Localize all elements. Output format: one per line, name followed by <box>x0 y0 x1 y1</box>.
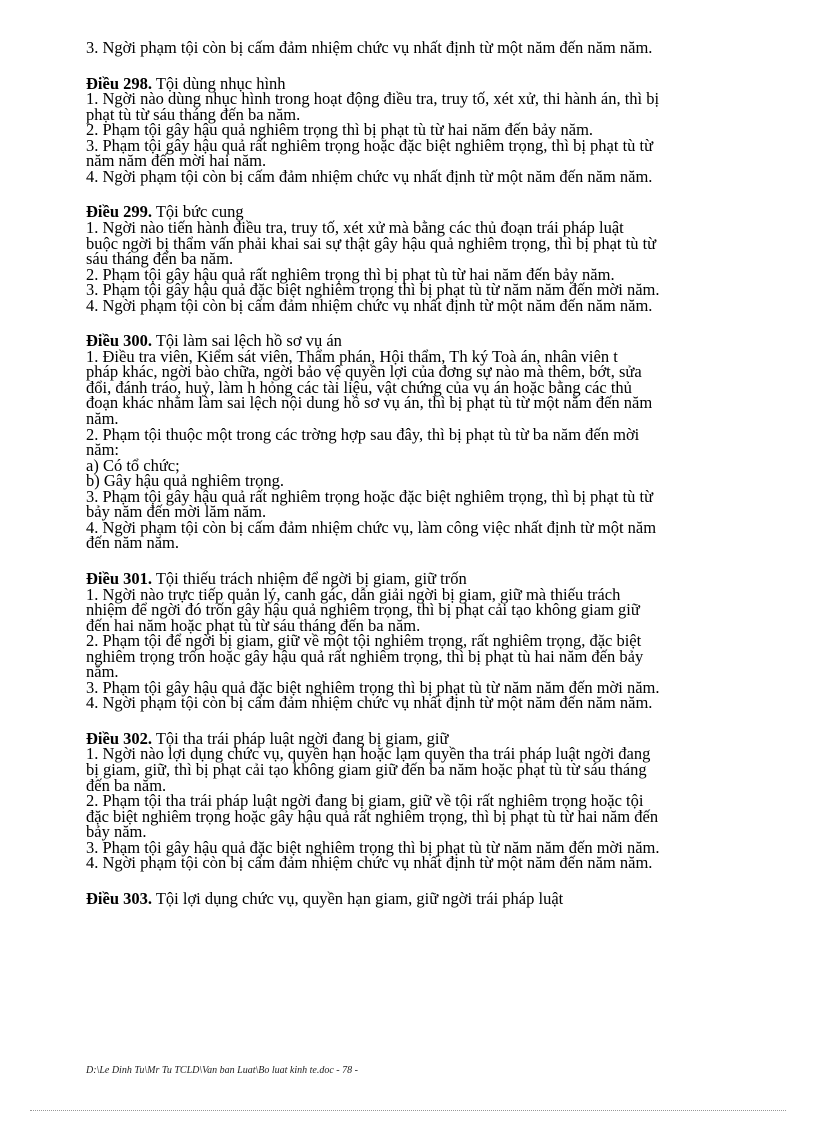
text-line: 1. Điều tra viên, Kiểm sát viên, Thẩm phán, Hội thẩm, Th ký Toà án, nhân viên t <box>86 346 618 366</box>
text-line: năm năm đến mời hai năm. <box>86 151 267 171</box>
article-number: Điều 303. <box>86 888 152 908</box>
text-line: 2. Phạm tội thuộc một trong các trờng hợp sau đây, thì bị phạt tù từ ba năm đến mời <box>86 424 640 444</box>
text-line: 1. Ngời nào lợi dụng chức vụ, quyền hạn hoặc lạm quyền tha trái pháp luật ngời đang <box>86 744 651 764</box>
text-line: a) Có tổ chức; <box>86 455 180 475</box>
text-line: đoạn khác nhằm làm sai lệch nội dung hồ sơ vụ án, thì bị phạt tù từ một năm đến năm <box>86 393 653 413</box>
text-line: đổi, đánh tráo, huỷ, làm h hỏng các tài liệu, vật chứng của vụ án hoặc bằng các thủ <box>86 377 632 397</box>
text-line: bảy năm đến mời lăm năm. <box>86 502 267 522</box>
text-line: đến hai năm hoặc phạt tù từ sáu tháng đến ba năm. <box>86 615 421 635</box>
article-number: Điều 300. <box>86 331 152 351</box>
text-line: nhiệm để ngời đó trốn gây hậu quả nghiêm trọng, thì bị phạt cải tạo không giam giữ <box>86 600 640 620</box>
text-line: 3. Phạm tội gây hậu quả rất nghiêm trọng hoặc đặc biệt nghiêm trọng, thì bị phạt tù từ <box>86 486 654 506</box>
article-title: Tội làm sai lệch hồ sơ vụ án <box>152 331 342 351</box>
text-line: 4. Ngời phạm tội còn bị cấm đảm nhiệm chức vụ nhất định từ một năm đến năm năm. <box>86 853 653 873</box>
text-line: b) Gây hậu quả nghiêm trọng. <box>86 471 284 491</box>
article-number: Điều 298. <box>86 73 152 93</box>
text-line: 3. Ngời phạm tội còn bị cấm đảm nhiệm chức vụ nhất định từ một năm đến năm năm. <box>86 38 653 57</box>
page-bottom-rule <box>30 1110 786 1111</box>
text-line: 2. Phạm tội gây hậu quả rất nghiêm trọng thì bị phạt tù từ hai năm đến bảy năm. <box>86 264 615 284</box>
text-line: 1. Ngời nào tiến hành điều tra, truy tố, xét xử mà bằng các thủ đoạn trái pháp luật <box>86 217 624 237</box>
article-number: Điều 301. <box>86 568 152 588</box>
page-footer: D:\Le Dinh Tu\Mr Tu TCLD\Van ban Luat\Bo luat kinh te.doc - 78 - <box>86 1065 358 1076</box>
article-heading <box>86 888 564 908</box>
text-line: 4. Ngời phạm tội còn bị cấm đảm nhiệm chức vụ nhất định từ một năm đến năm năm. <box>86 693 653 713</box>
text-line: 3. Phạm tội gây hậu quả đặc biệt nghiêm trọng thì bị phạt tù từ năm năm đến mời năm. <box>86 837 660 857</box>
text-line: buộc ngời bị thẩm vấn phải khai sai sự thật gây hậu quả nghiêm trọng, thì bị phạt tù từ <box>86 233 657 253</box>
text-line: 2. Phạm tội tha trái pháp luật ngời đang bị giam, giữ về tội rất nghiêm trọng hoặc tội <box>86 791 644 811</box>
text-line: đặc biệt nghiêm trọng hoặc gây hậu quả rất nghiêm trọng, thì bị phạt tù từ hai năm đến <box>86 806 659 826</box>
text-line: 4. Ngời phạm tội còn bị cấm đảm nhiệm chức vụ nhất định từ một năm đến năm năm. <box>86 166 653 186</box>
text-line: phạt tù từ sáu tháng đến ba năm. <box>86 104 301 124</box>
text-line: bảy năm. <box>86 822 147 842</box>
text-line: 3. Phạm tội gây hậu quả đặc biệt nghiêm trọng thì bị phạt tù từ năm năm đến mời năm. <box>86 677 660 697</box>
text-line: nghiêm trọng trốn hoặc gây hậu quả rất nghiêm trọng, thì bị phạt tù hai năm đến bảy <box>86 646 644 666</box>
article-title: Tội lợi dụng chức vụ, quyền hạn giam, giữ ngời trái pháp luật <box>152 888 564 908</box>
text-line: đến năm năm. <box>86 533 180 553</box>
text-line: đến ba năm. <box>86 775 167 795</box>
text-line: bị giam, giữ, thì bị phạt cải tạo không giam giữ đến ba năm hoặc phạt tù từ sáu tháng <box>86 760 647 779</box>
text-line: năm: <box>86 440 119 460</box>
text-line: 1. Ngời nào trực tiếp quản lý, canh gác, dẫn giải ngời bị giam, giữ mà thiếu trách <box>86 584 621 604</box>
article-number: Điều 302. <box>86 728 152 748</box>
text-line: năm. <box>86 409 119 428</box>
text-line: 2. Phạm tội để ngời bị giam, giữ về một tội nghiêm trọng, rất nghiêm trọng, đặc biệt <box>86 631 642 651</box>
text-line: 3. Phạm tội gây hậu quả đặc biệt nghiêm trọng thì bị phạt tù từ năm năm đến mời năm. <box>86 280 660 300</box>
text-line: 1. Ngời nào dùng nhục hình trong hoạt động điều tra, truy tố, xét xử, thi hành án, thì bị <box>86 89 660 109</box>
article-title: Tội bức cung <box>152 202 244 222</box>
text-line: 3. Phạm tội gây hậu quả rất nghiêm trọng hoặc đặc biệt nghiêm trọng, thì bị phạt tù từ <box>86 135 654 155</box>
text-line: 2. Phạm tội gây hậu quả nghiêm trọng thì bị phạt tù từ hai năm đến bảy năm. <box>86 120 594 140</box>
article-title: Tội dùng nhục hình <box>152 73 286 93</box>
text-line: 4. Ngời phạm tội còn bị cấm đảm nhiệm chức vụ, làm công việc nhất định từ một năm <box>86 517 657 537</box>
text-line: pháp khác, ngời bào chữa, ngời bảo vệ quyền lợi của đơng sự nào mà thêm, bớt, sửa <box>86 362 642 382</box>
article-title: Tội tha trái pháp luật ngời đang bị giam, giữ <box>152 728 449 748</box>
text-line: 4. Ngời phạm tội còn bị cấm đảm nhiệm chức vụ nhất định từ một năm đến năm năm. <box>86 295 653 315</box>
text-line: sáu tháng đến ba năm. <box>86 249 234 269</box>
text-line: năm. <box>86 662 119 682</box>
article-number: Điều 299. <box>86 202 152 222</box>
article-title: Tội thiếu trách nhiệm để ngời bị giam, giữ trốn <box>152 568 467 588</box>
